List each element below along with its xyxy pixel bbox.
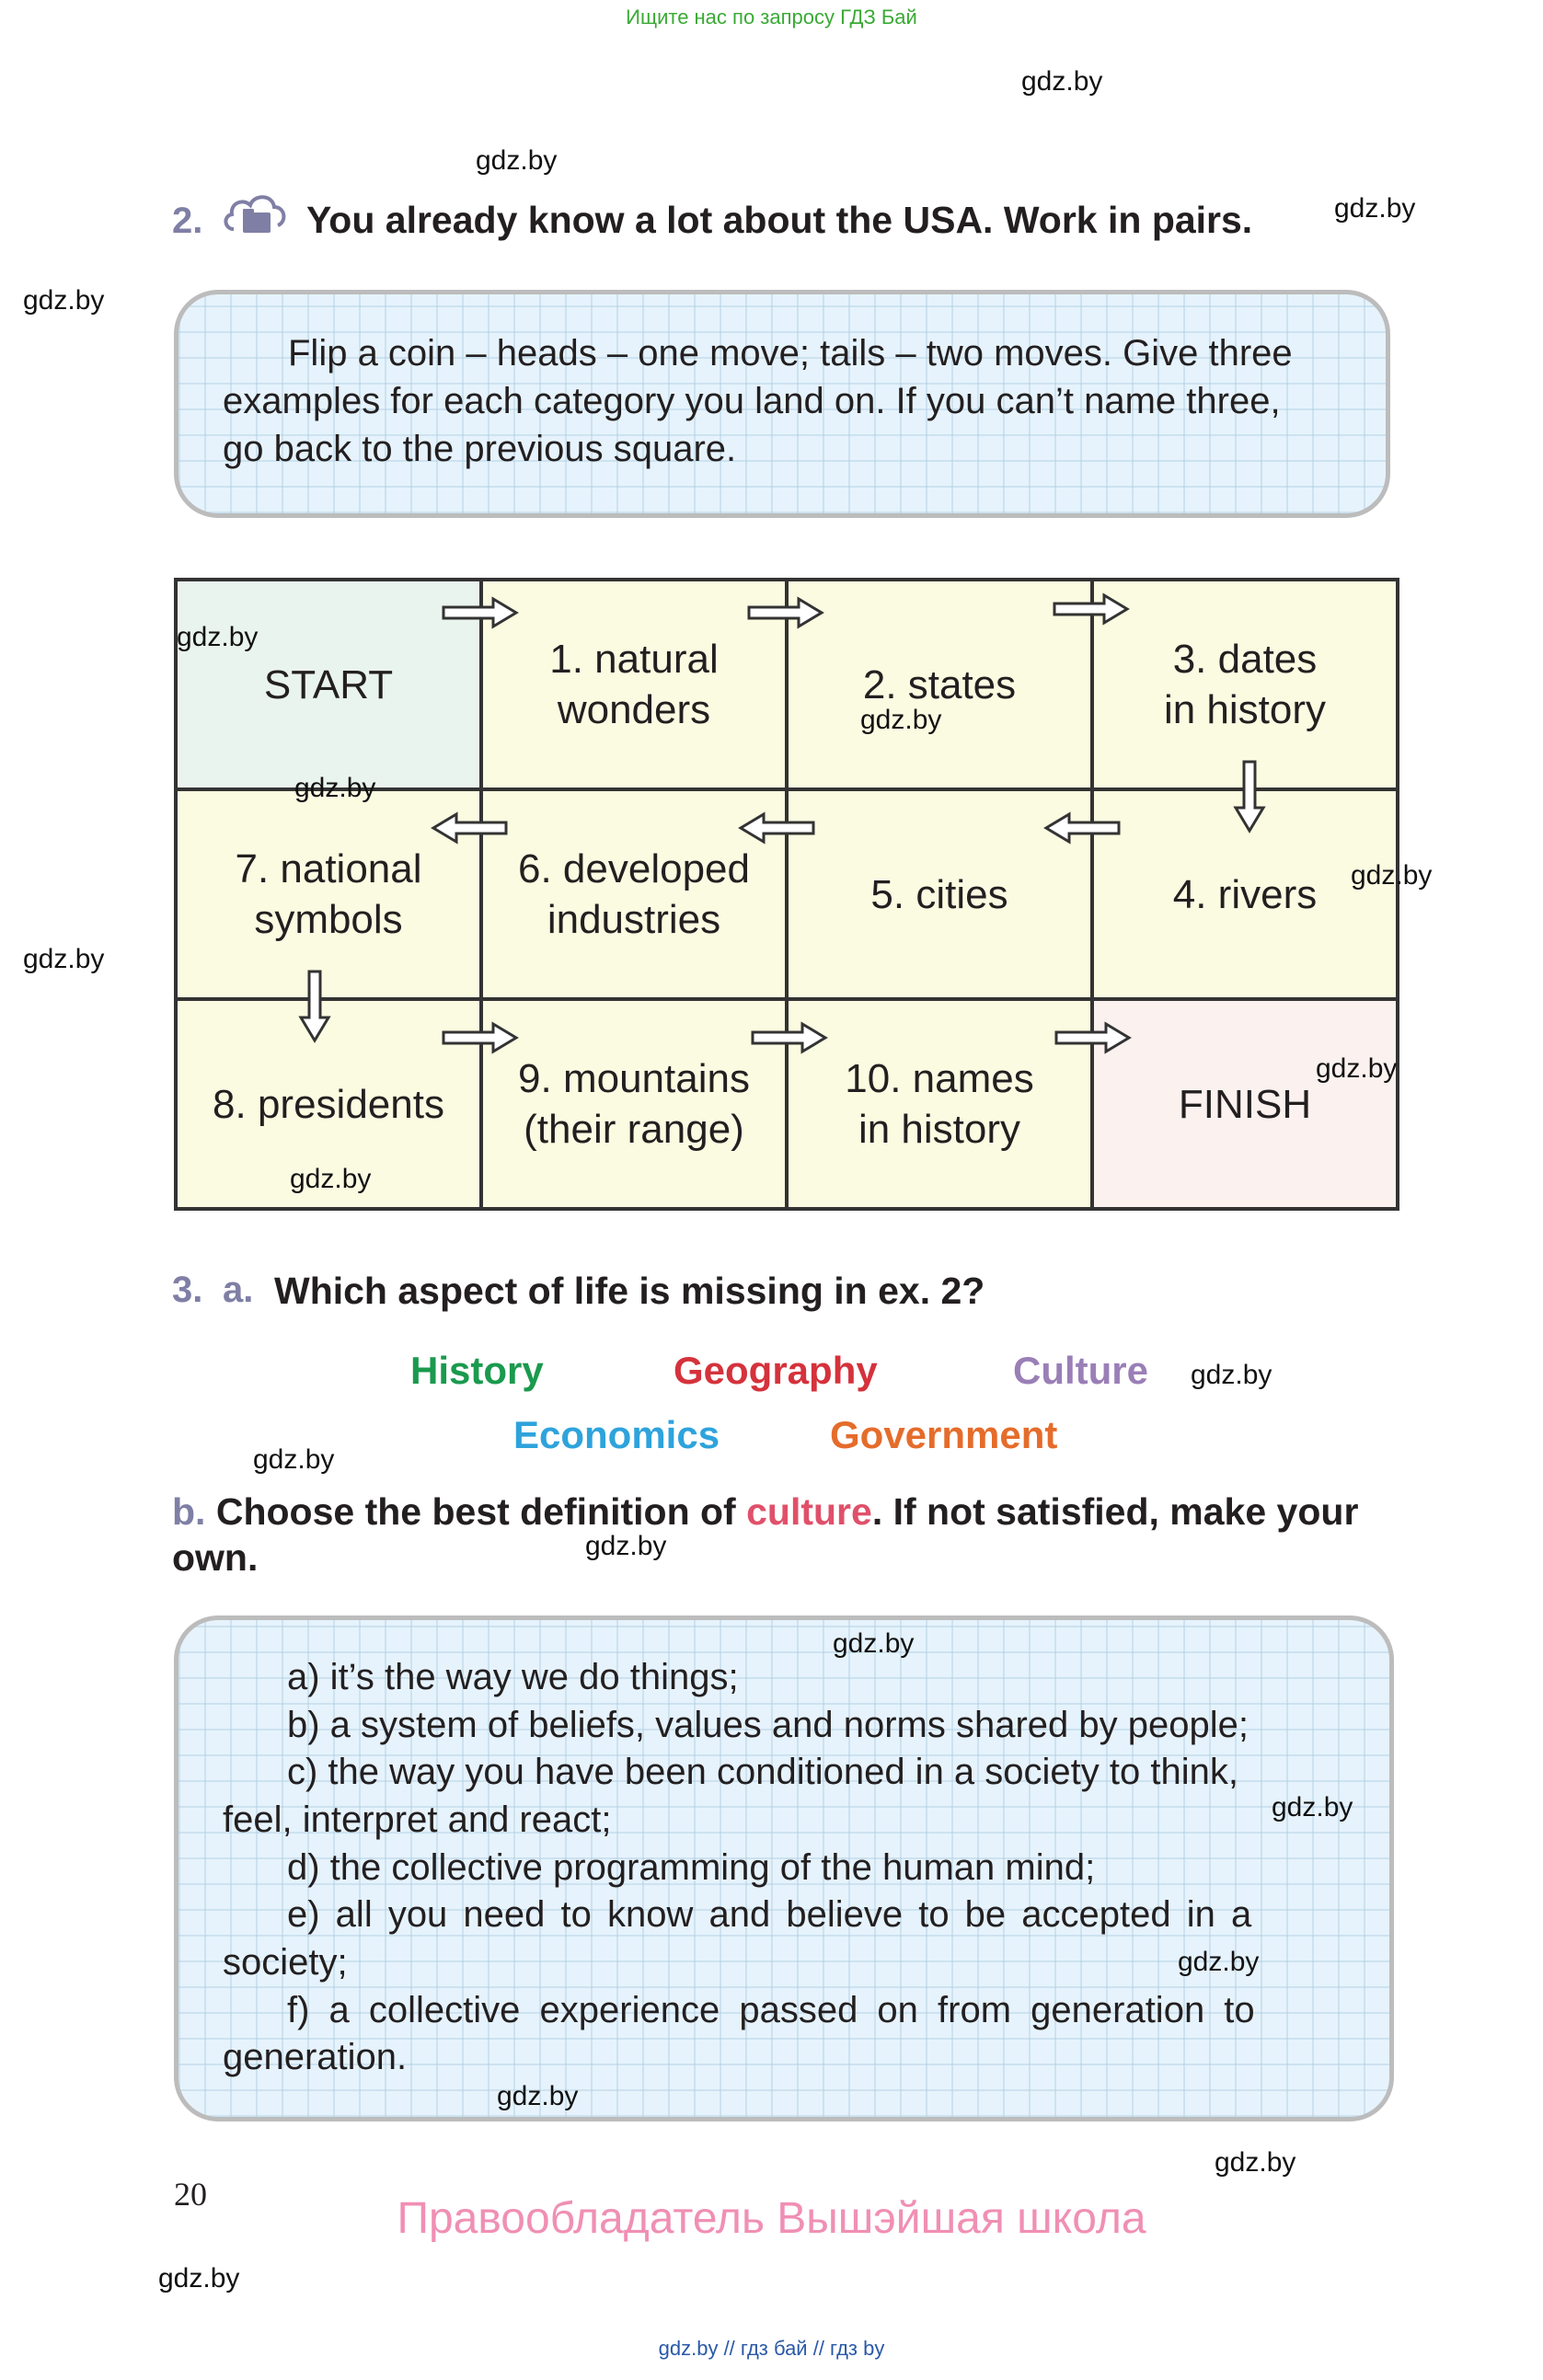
top-banner[interactable]: Ищите нас по запросу ГДЗ Бай — [626, 6, 917, 29]
game-board — [174, 578, 1399, 1211]
exercise-3a-question: Which aspect of life is missing in ex. 2? — [274, 1270, 985, 1312]
watermark: gdz.by — [177, 622, 259, 652]
cell-label: FINISH — [1178, 1081, 1312, 1127]
exercise-2-number: 2. — [172, 201, 203, 241]
footer-links[interactable]: gdz.by // гдз бай // гдз by — [658, 2337, 885, 2360]
watermark: gdz.by — [1021, 66, 1103, 97]
exercise-3b-prompt-line2: own. — [172, 1536, 259, 1579]
definition-item: generation. — [223, 2037, 408, 2077]
aspect-economics: Economics — [513, 1413, 720, 1456]
culture-highlight: culture — [746, 1490, 872, 1533]
cell-label: in history — [1163, 687, 1327, 732]
watermark: gdz.by — [1272, 1792, 1353, 1822]
watermark: gdz.by — [476, 145, 558, 176]
definition-item: feel, interpret and react; — [223, 1799, 612, 1840]
cell-label: 4. rivers — [1172, 871, 1318, 917]
cell-label: 1. natural — [549, 637, 719, 682]
instructions-line: Flip a coin – heads – one move; tails – two moves. Give three — [288, 333, 1293, 374]
exercise-3b-text: Choose the best definition of — [215, 1490, 736, 1533]
exercise-3-number: 3. — [172, 1270, 203, 1310]
arrow-right-icon — [442, 1021, 519, 1054]
cell-label: symbols — [254, 897, 403, 942]
cell-label: 10. names — [845, 1056, 1034, 1101]
watermark: gdz.by — [1215, 2147, 1296, 2178]
watermark: gdz.by — [294, 773, 376, 803]
exercise-3b-text: . If not satisfied, make your — [871, 1490, 1359, 1533]
cell-label: 2. states — [862, 661, 1017, 707]
definition-item: d) the collective programming of the human mind; — [287, 1847, 1096, 1888]
exercise-3b-label: b. — [172, 1490, 206, 1533]
watermark: gdz.by — [1334, 193, 1416, 224]
instructions-box — [174, 290, 1390, 518]
watermark: gdz.by — [1316, 1053, 1398, 1084]
watermark: gdz.by — [1191, 1360, 1272, 1390]
exercise-3b-prompt — [172, 1490, 1358, 1534]
definition-item: f) a collective experience passed on from generation to — [287, 1990, 1255, 2030]
cell-label: 6. developed — [518, 846, 750, 891]
cell-label: 3. dates — [1172, 637, 1318, 682]
cell-label: START — [263, 661, 394, 707]
definitions-box — [174, 1615, 1394, 2121]
watermark: gdz.by — [290, 1164, 372, 1194]
watermark: gdz.by — [1178, 1947, 1260, 1977]
cell-label: 8. presidents — [213, 1081, 444, 1127]
definition-item: society; — [223, 1942, 348, 1983]
board-cell-1 — [481, 580, 787, 789]
watermark: gdz.by — [253, 1444, 335, 1475]
aspect-culture: Culture — [1013, 1349, 1148, 1392]
cell-label: in history — [858, 1107, 1021, 1152]
watermark: gdz.by — [833, 1628, 915, 1659]
copyright-notice: Правообладатель Вышэйшая школа — [397, 2194, 1146, 2243]
arrow-left-icon — [738, 811, 815, 845]
aspect-history: History — [410, 1349, 544, 1392]
board-cell-10 — [787, 999, 1092, 1209]
cell-label: 9. mountains — [518, 1056, 750, 1101]
cell-label: (their range) — [524, 1107, 744, 1152]
arrow-right-icon — [442, 596, 519, 629]
arrow-right-icon — [1054, 1021, 1132, 1054]
cloud-folder-icon — [221, 189, 289, 245]
instructions-line: go back to the previous square. — [223, 429, 737, 469]
watermark: gdz.by — [23, 944, 105, 974]
cell-label: wonders — [557, 687, 711, 732]
arrow-down-icon — [298, 970, 331, 1043]
aspect-geography: Geography — [674, 1349, 878, 1392]
board-cell-finish — [1092, 999, 1398, 1209]
arrow-right-icon — [747, 596, 824, 629]
aspect-government: Government — [830, 1413, 1058, 1456]
arrow-right-icon — [1053, 592, 1130, 626]
arrow-left-icon — [431, 811, 508, 845]
watermark: gdz.by — [23, 285, 105, 316]
watermark: gdz.by — [497, 2081, 579, 2111]
board-cell-2 — [787, 580, 1092, 789]
watermark: gdz.by — [1351, 860, 1433, 891]
arrow-right-icon — [751, 1021, 828, 1054]
cell-label: 5. cities — [870, 871, 1008, 917]
board-cell-start — [176, 580, 481, 789]
instructions-line: examples for each category you land on. If you can’t name three, — [223, 381, 1281, 421]
cell-label: 7. national — [235, 846, 422, 891]
arrow-down-icon — [1233, 760, 1266, 834]
board-cell-3 — [1092, 580, 1398, 789]
definition-item: a) it’s the way we do things; — [287, 1657, 739, 1697]
watermark: gdz.by — [585, 1531, 667, 1561]
arrow-left-icon — [1043, 811, 1121, 845]
watermark: gdz.by — [158, 2263, 240, 2294]
definition-item: c) the way you have been conditioned in a society to think, — [287, 1752, 1238, 1792]
definition-item: b) a system of beliefs, values and norms shared by people; — [287, 1705, 1249, 1745]
exercise-2-title: You already know a lot about the USA. Work in pairs. — [306, 199, 1253, 241]
board-cell-9 — [481, 999, 787, 1209]
exercise-3a-label: a. — [223, 1270, 254, 1310]
definition-item: e) all you need to know and believe to be accepted in a — [287, 1894, 1252, 1935]
cell-label: industries — [547, 897, 721, 942]
watermark: gdz.by — [860, 705, 942, 735]
page-number: 20 — [174, 2176, 207, 2213]
